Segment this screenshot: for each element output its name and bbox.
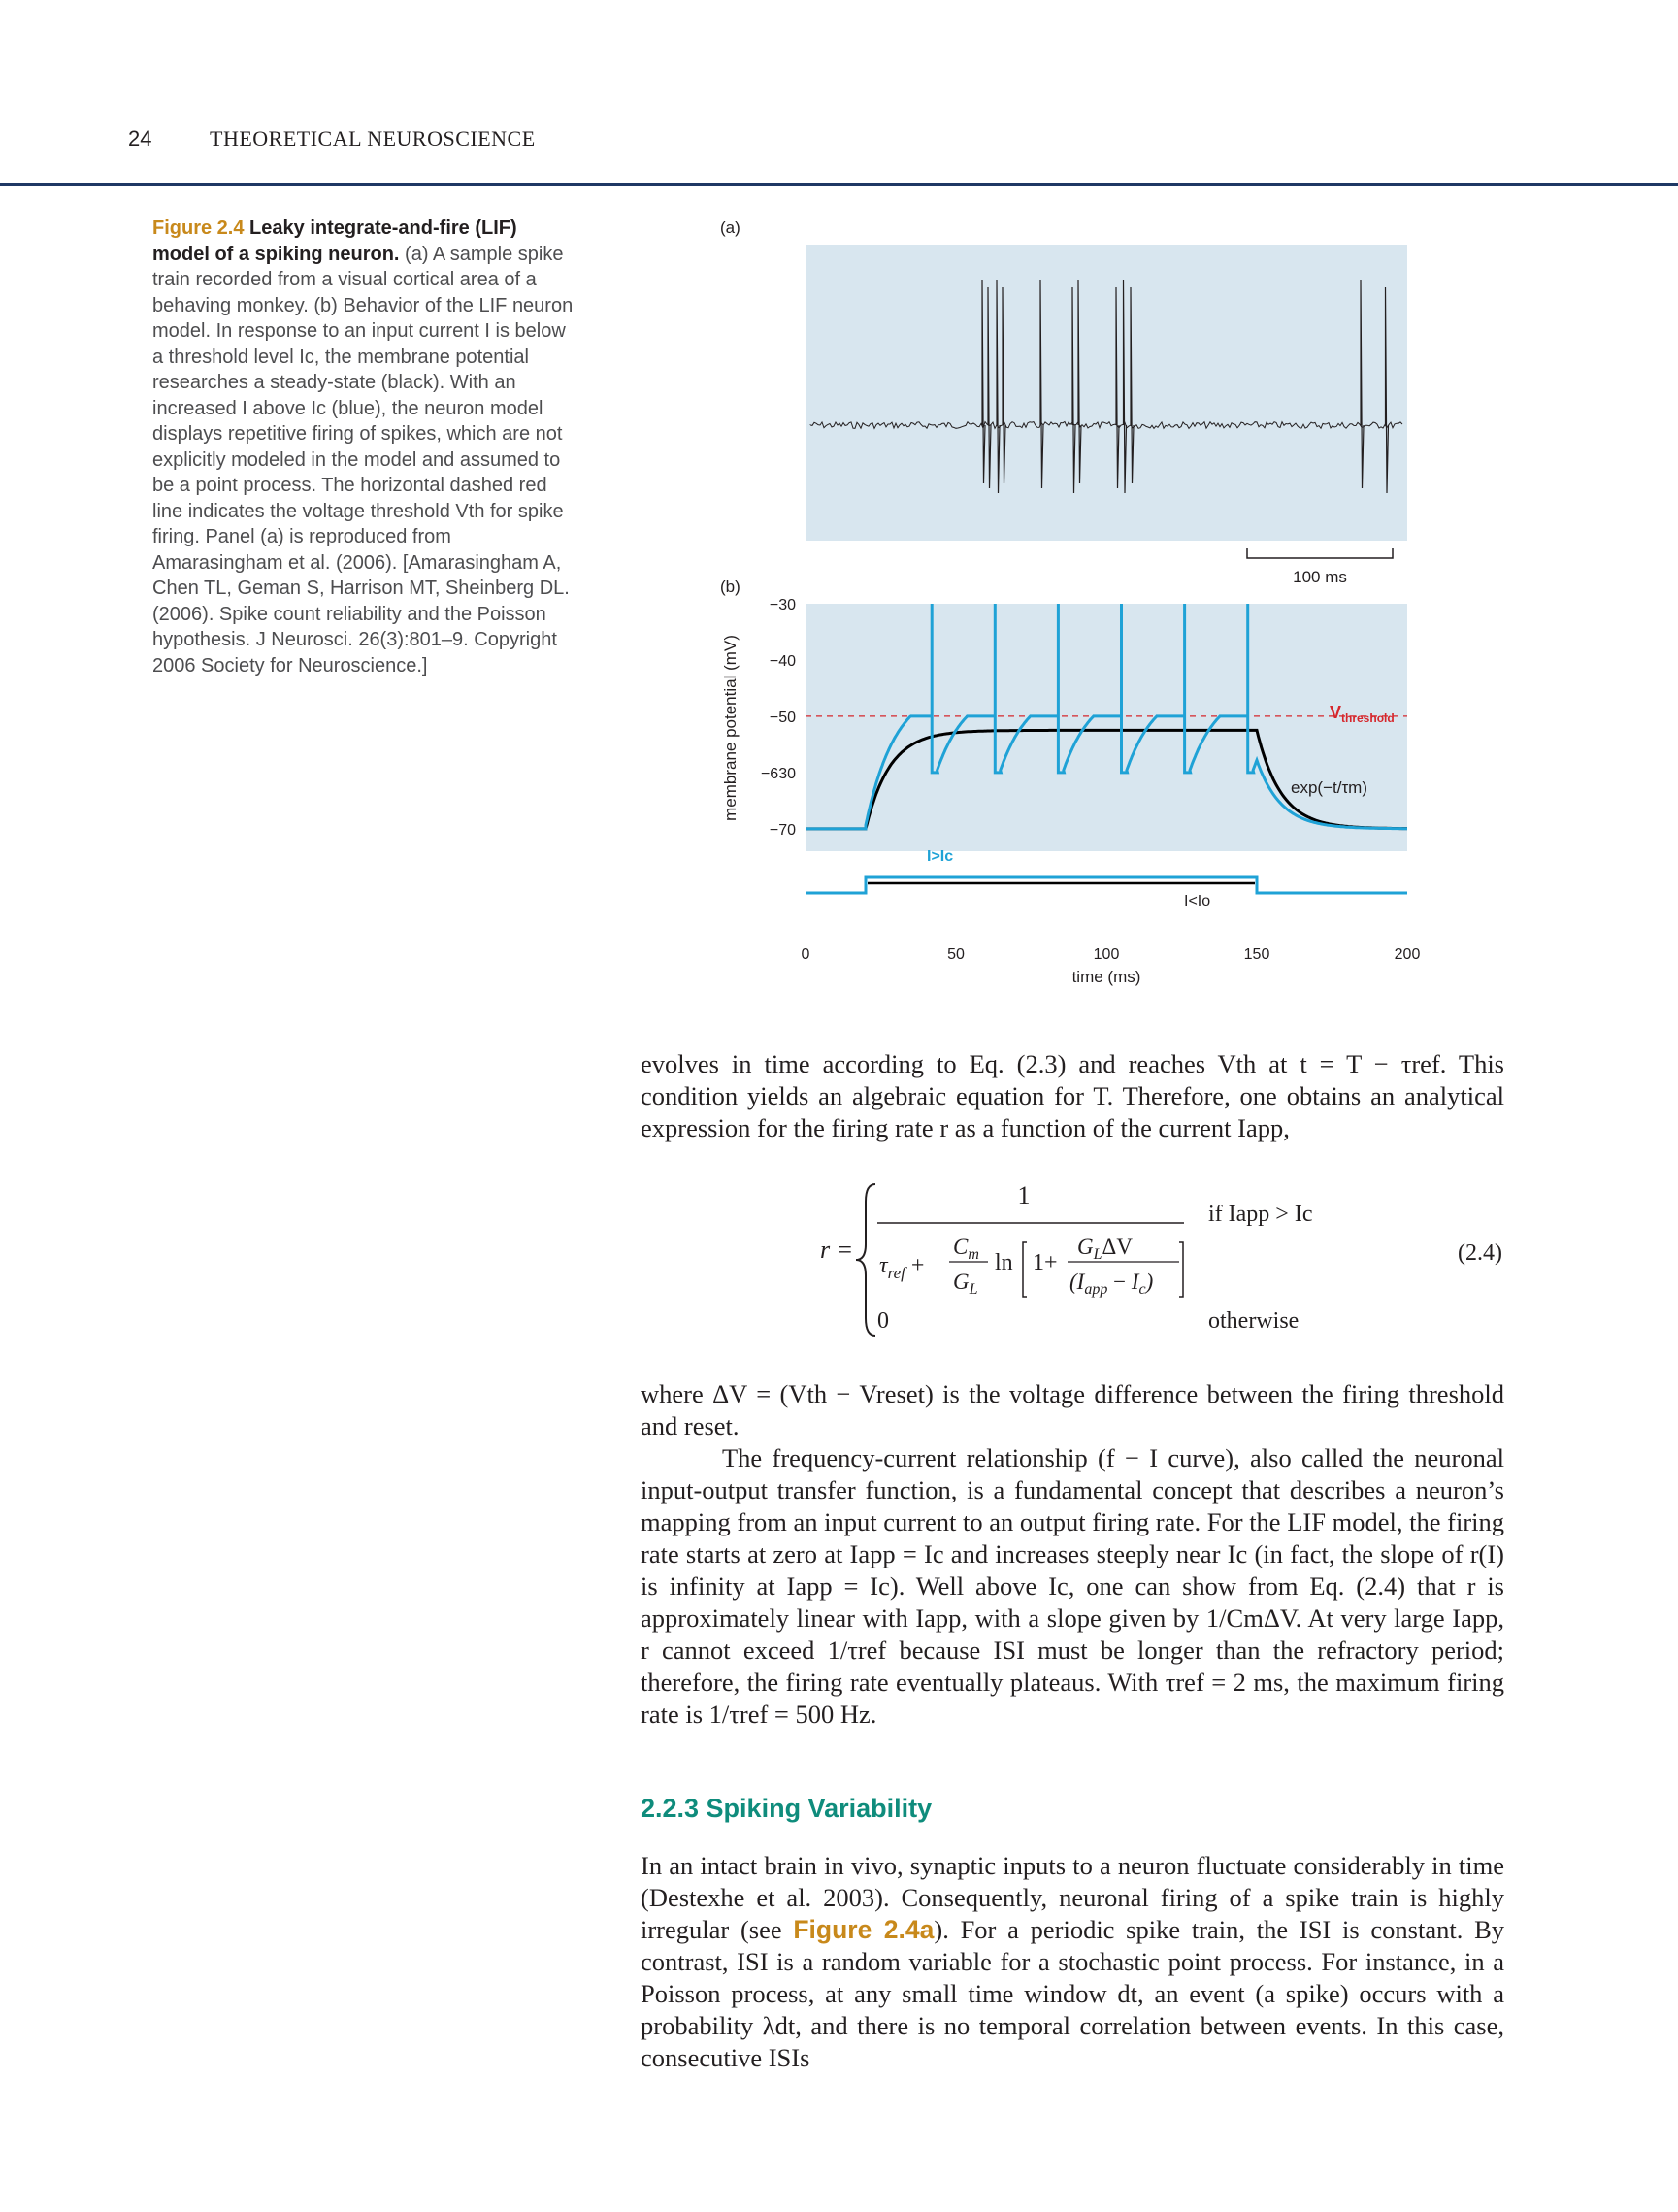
cm-term: $C_m$ [953, 1235, 979, 1263]
section-heading: 2.2.3 Spiking Variability [641, 1794, 933, 1823]
equation-svg [641, 1172, 1504, 1347]
panel-a-label: (a) [720, 218, 740, 237]
paragraph-2: where ΔV = (Vth − Vreset) is the voltage difference between the firing threshold and reset. [641, 1379, 1504, 1440]
page-header [0, 0, 1678, 190]
ln-term: ln [995, 1250, 1013, 1275]
paragraph-4-text-a: In an intact brain in vivo, synaptic inputs to a neuron fluctuate considerably in time (Destexhe et al. 2003). Consequently, neuronal firing of a spike train is highly irregular (see [641, 1851, 1504, 1944]
right-bracket [1179, 1242, 1183, 1297]
decay-label: exp(−t/τm) [1291, 778, 1367, 797]
panel-b-label: (b) [720, 578, 740, 596]
x-axis-label: time (ms) [1071, 968, 1141, 986]
scale-bar [1247, 548, 1393, 558]
left-bracket [1023, 1242, 1027, 1297]
equation-condition-2: otherwise [1208, 1308, 1300, 1334]
x-tick-label: 0 [801, 946, 810, 963]
gl-dv-term: $G_L\Delta V$ [1077, 1235, 1133, 1263]
current-step-blue [806, 877, 1407, 893]
threshold-label: $V_{threshold}$ [1330, 703, 1395, 725]
panel-b-background [806, 604, 1407, 851]
paragraph-1: evolves in time according to Eq. (2.3) and reaches Vth at t = T − τref. This condition yields an algebraic equation for T. Therefore, one obtains an analytical expression for the firing rate r as a function of the current Iapp, [641, 1049, 1504, 1142]
y-tick-label: −40 [769, 652, 796, 670]
current-high-label: I>Ic [927, 848, 954, 865]
one-plus: 1+ [1033, 1250, 1058, 1275]
y-tick-label: −30 [769, 597, 796, 613]
figure-2-4 [679, 214, 1436, 990]
figure-svg [679, 214, 1436, 990]
figure-caption [152, 215, 579, 678]
paragraph-4 [641, 1850, 1504, 2074]
equation-numerator: 1 [1017, 1181, 1031, 1209]
current-low-label: I<Io [1184, 893, 1211, 909]
equation-number: (2.4) [1458, 1240, 1502, 1266]
y-axis-label: membrane potential (mV) [721, 635, 740, 821]
iapp-ic-term: $(I_{app} - I_c)$ [1069, 1270, 1154, 1298]
equation-brace [856, 1184, 875, 1336]
y-tick-label: −630 [760, 765, 796, 782]
figure-label: Figure 2.4 [152, 217, 245, 239]
paragraph-4-text-b: ). For a periodic spike train, the ISI is constant. By contrast, ISI is a random variable for a stochastic point process. For instance, in a Poisson process, at any small time window dt, an event (a spike) occurs with a probability λdt, and there is no temporal correlation between events. In this case, consecutive ISIs [641, 1915, 1504, 2072]
equation-lhs: r = [820, 1236, 854, 1264]
paragraph-3: The frequency-current relationship (f − I curve), also called the neuronal input-output transfer function, is a fundamental concept that describes a neuron’s mapping from an input current to an output firing rate. For the LIF model, the firing rate starts at zero at Iapp = Ic and increases steeply near Ic (in fact, the slope of r(I) is infinity at Iapp = Ic). Well above Ic, one can show from Eq. (2.4) that r is approximately linear with Iapp, with a slope given by 1/CmΔV. At very large Iapp, r cannot exceed 1/τref because ISI must be longer than the refractory period; therefore, the firing rate eventually plateaus. With τref = 2 ms, the maximum firing rate is 1/τref = 500 Hz. [641, 1443, 1504, 1729]
figure-title: Leaky integrate-and-fire (LIF) model of a spiking neuron. [152, 217, 517, 265]
gl-term: $G_L$ [953, 1270, 978, 1298]
x-tick-label: 50 [947, 946, 965, 963]
x-tick-label: 200 [1394, 946, 1421, 963]
figure-caption-body: (a) A sample spike train recorded from a visual cortical area of a behaving monkey. (b) Behavior of the LIF neuron model. In response to an input current I is below a threshold level Ic, the membrane potential researches a steady-state (black). With an increased I above Ic (blue), the neuron model displays repetitive firing of spikes, which are not explicitly modeled in the model and assumed to be a point process. The horizontal dashed red line indicates the voltage threshold Vth for spike firing. Panel (a) is reproduced from Amarasingham et al. (2006). [Amarasingham A, Chen TL, Geman S, Harrison MT, Sheinberg DL. (2006). Spike count reliability and the Poisson hypothesis. J Neurosci. 26(3):801–9. Copyright 2006 Society for Neuroscience.] [152, 243, 574, 677]
y-tick-label: −50 [769, 709, 796, 726]
panel-a-background [806, 245, 1407, 541]
x-tick-label: 100 [1093, 946, 1120, 963]
equation-denominator: $\tau_{ref}$ + [879, 1253, 925, 1282]
header-rule [0, 183, 1678, 186]
x-tick-label: 150 [1243, 946, 1270, 963]
y-tick-label: −70 [769, 821, 796, 839]
running-head: THEORETICAL NEUROSCIENCE [210, 126, 536, 150]
equation-zero: 0 [877, 1308, 889, 1334]
equation-condition-1: if Iapp > Ic [1208, 1202, 1313, 1227]
equation-2-4 [641, 1172, 1504, 1347]
page-number: 24 [128, 126, 152, 150]
scale-bar-label: 100 ms [1293, 568, 1347, 586]
figure-2-4a-link[interactable]: Figure 2.4a [793, 1915, 935, 1944]
